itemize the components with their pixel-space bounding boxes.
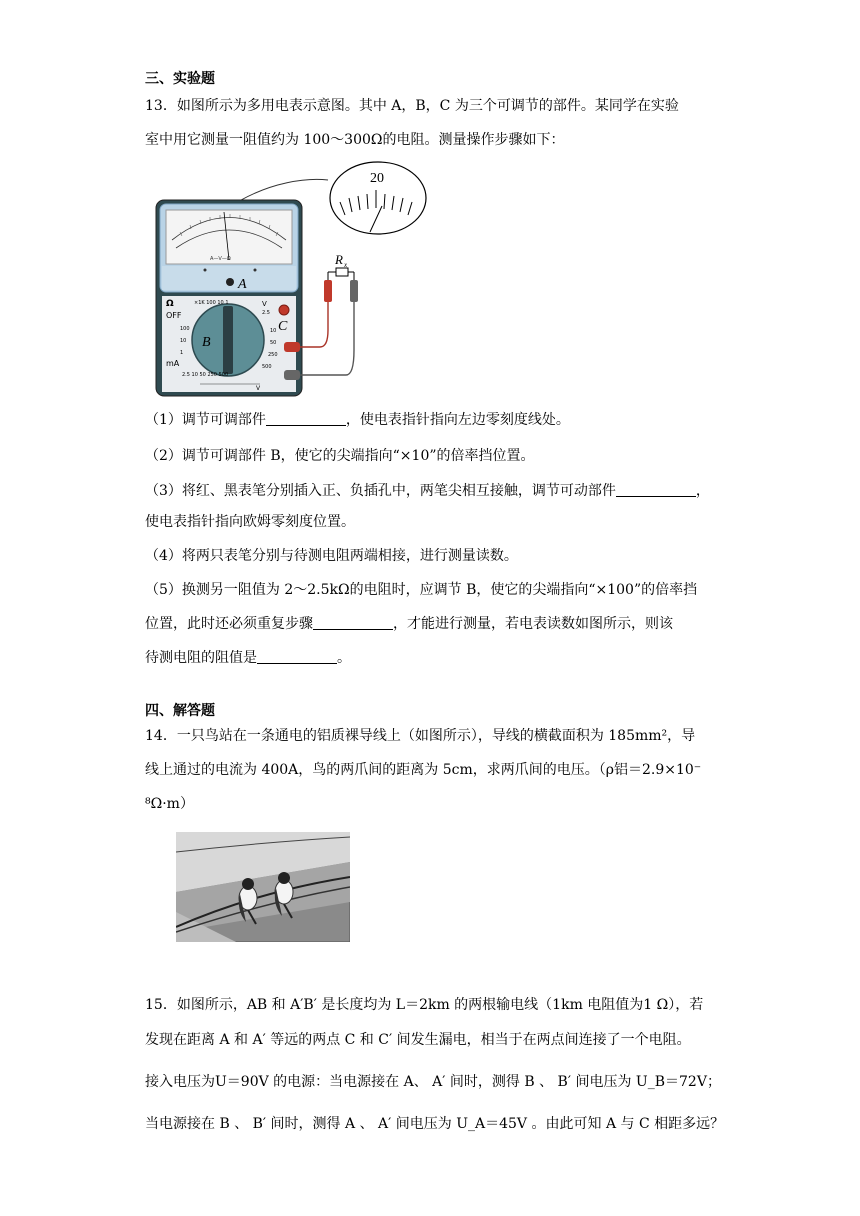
rx-label: R [335,252,343,267]
q13-step-4: （4）将两只表笔分别与待测电阻两端相接，进行测量读数。 [145,548,518,564]
q13-step-2: （2）调节可调部件 B，使它的尖端指向“×10”的倍率挡位置。 [145,448,535,464]
svg-text:500: 500 [262,364,272,370]
q13-step-1: （1）调节可调部件 ，使电表指针指向左边零刻度线处。 [145,412,570,428]
svg-text:1: 1 [180,350,184,356]
adjuster-A-screw [226,278,234,286]
q13-step-3-cont: 使电表指针指向欧姆零刻度位置。 [145,514,355,530]
answer-blank-3[interactable] [313,615,393,630]
svg-text:×1K 100 10 1: ×1K 100 10 1 [194,300,229,306]
q13-step-5-cont: 位置，此时还必须重复步骤 ，才能进行测量，若电表读数如图所示，则该 [145,616,673,632]
q13-line-2: 室中用它测量一阻值约为 100～300Ω的电阻。测量操作步骤如下： [145,132,565,148]
multimeter-figure [150,160,440,400]
svg-text:x: x [344,261,348,269]
red-jack [284,342,300,352]
q14-line-3: ⁸Ω·m） [145,796,194,812]
q13-step-5-end: 待测电阻的阻值是 。 [145,650,351,666]
svg-text:50: 50 [270,340,277,346]
q13-line-1: 13．如图所示为多用电表示意图。其中 A，B，C 为三个可调节的部件。某同学在实验 [145,98,679,114]
q15-line-1: 15．如图所示，AB 和 A′B′ 是长度均为 L＝2km 的两根输电线（1km 电阻值为1 Ω），若 [145,997,704,1013]
q15-line-2: 发现在距离 A 和 A′ 等远的两点 C 和 C′ 间发生漏电，相当于在两点间连接了一个电阻。 [145,1032,691,1048]
svg-text:250: 250 [268,352,278,358]
q15-line-3: 接入电压为U＝90V 的电源：当电源接在 A、 A′ 间时，测得 B 、 B′ 间电压为 U_B＝72V； [145,1074,721,1090]
resistor-rx [336,268,348,276]
zoom-label: 20 [370,171,384,186]
svg-text:OFF: OFF [166,311,182,320]
section-3-heading: 三、实验题 [145,71,215,87]
answer-blank-2[interactable] [616,482,696,497]
answer-blank-4[interactable] [257,649,337,664]
svg-text:mA: mA [166,359,180,368]
red-probe [324,280,332,302]
q13-step-5: （5）换测另一阻值为 2～2.5kΩ的电阻时，应调节 B，使它的尖端指向“×100”的倍率挡 [145,582,698,598]
label-A: A [238,277,247,292]
svg-text:10: 10 [180,338,187,344]
svg-text:Ω: Ω [166,299,174,309]
label-B: B [202,335,211,350]
svg-text:10: 10 [270,328,277,334]
adjuster-C-knob [279,305,289,315]
label-C: C [278,319,288,334]
q14-line-1: 14．一只鸟站在一条通电的铝质裸导线上（如图所示），导线的横截面积为 185mm²，导 [145,728,696,744]
q14-line-2: 线上通过的电流为 400A，鸟的两爪间的距离为 5cm，求两爪间的电压。（ρ铝＝2.9×10⁻ [145,762,702,778]
birds-on-wire-photo [176,832,350,942]
section-4-heading: 四、解答题 [145,703,215,719]
black-probe [350,280,358,302]
svg-text:V: V [256,385,261,392]
svg-text:2.5 10 50 250 500: 2.5 10 50 250 500 [182,372,229,378]
q15-line-4: 当电源接在 B 、 B′ 间时，测得 A 、 A′ 间电压为 U_A＝45V 。由此可知 A 与 C 相距多远？ [145,1116,725,1132]
black-jack [284,370,300,380]
svg-text:100: 100 [180,326,190,332]
svg-text:2.5: 2.5 [262,310,270,316]
answer-blank-1[interactable] [266,411,346,426]
q13-step-3: （3）将红、黑表笔分别插入正、负插孔中，两笔尖相互接触，调节可动部件 ， [145,483,710,499]
svg-text:V: V [262,300,267,308]
svg-text:A—V—Ω: A—V—Ω [210,256,231,262]
